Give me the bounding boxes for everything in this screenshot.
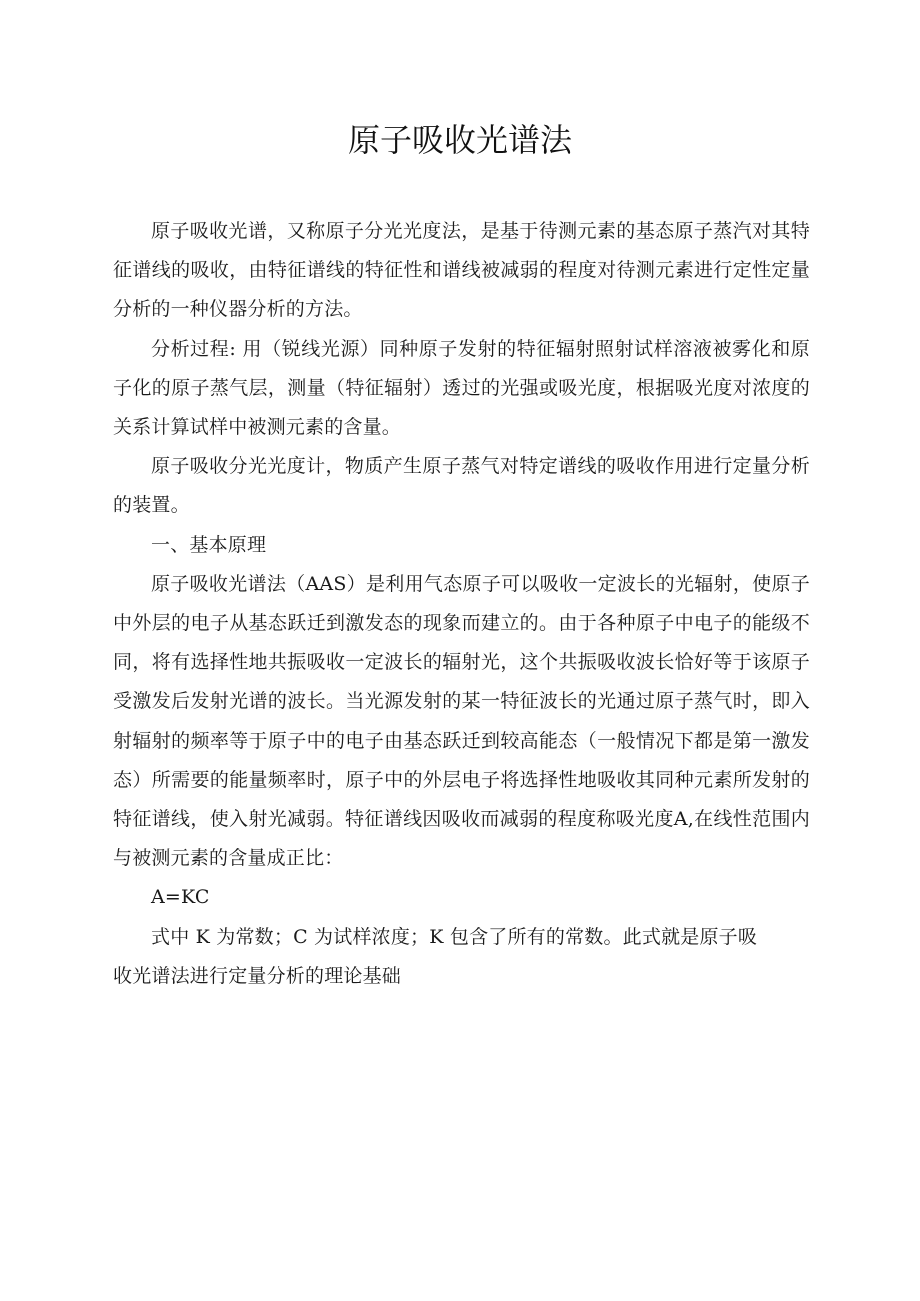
paragraph-principle: 原子吸收光谱法（AAS）是利用气态原子可以吸收一定波长的光辐射，使原子中外层的电子从基态跃迁到激发态的现象而建立的。由于各种原子中电子的能级不同，将有选择性地共振吸收一定波长的辐射光，这个共振吸收波长恰好等于该原子受激发后发射光谱的波长。当光源发射的某一特征波长的光通过原子蒸气时，即入射辐射的频率等于原子中的电子由基态跃迁到较高能态（一般情况下都是第一激发态）所需要的能量频率时，原子中的外层电子将选择性地吸收其同种元素所发射的特征谱线，使入射光减弱。特征谱线因吸收而减弱的程度称吸光度A,在线性范围内与被测元素的含量成正比： <box>113 572 810 870</box>
document-title: 原子吸收光谱法 <box>347 121 572 159</box>
section-heading-basic-principle: 一、基本原理 <box>151 533 267 556</box>
paragraph-instrument: 原子吸收分光光度计，物质产生原子蒸气对特定谱线的吸收作用进行定量分析的装置。 <box>113 455 810 517</box>
paragraph-definition: 原子吸收光谱，又称原子分光光度法，是基于待测元素的基态原子蒸汽对其特征谱线的吸收，由特征谱线的特征性和谱线被减弱的程度对待测元素进行定性定量分析的一种仪器分析的方法。 <box>113 220 810 321</box>
formula: A=KC <box>151 886 210 909</box>
document-body <box>113 212 810 996</box>
paragraph-analysis-process: 分析过程: 用（锐线光源）同种原子发射的特征辐射照射试样溶液被雾化和原子化的原子蒸气层，测量（特征辐射）透过的光强或吸光度，根据吸光度对浓度的关系计算试样中被测元素的含量。 <box>113 337 810 439</box>
formula-explanation-line-1: 式中 K 为常数；C 为试样浓度；K 包含了所有的常数。此式就是原子吸 <box>151 925 758 948</box>
formula-explanation-line-2: 收光谱法进行定量分析的理论基础 <box>113 964 402 987</box>
paragraph-formula-explanation <box>113 918 810 996</box>
